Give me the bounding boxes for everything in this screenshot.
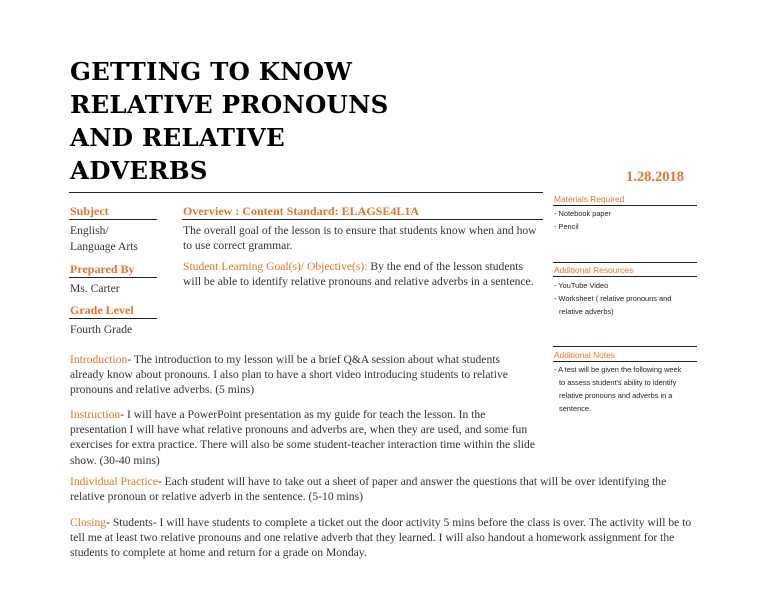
individual-practice-text: - Each student will have to take out a sheet of paper and answer the questions that will be over identifying the relative pronoun or relative adverb in the sentence. (5-10 mins) <box>70 475 667 504</box>
individual-practice-section <box>70 474 702 504</box>
overview-heading: Overview : Content Standard: ELAGSE4L1A <box>183 204 420 218</box>
overview-text: The overall goal of the lesson is to ensure that students know when and how to use correct grammar. <box>183 224 537 253</box>
closing-section <box>70 515 702 561</box>
notes-top-rule <box>553 346 697 347</box>
resources-heading: Additional Resources <box>554 265 634 275</box>
resources-item: relative adverbs) <box>559 307 614 316</box>
subject-value-line-2: Language Arts <box>70 240 138 253</box>
notes-item: to assess student's ability to identify <box>559 378 677 387</box>
notes-list <box>554 363 681 415</box>
notes-heading: Additional Notes <box>554 350 615 360</box>
lesson-title-line-2: RELATIVE PRONOUNS <box>70 90 389 119</box>
resources-list <box>554 279 671 318</box>
notes-item: - A test will be given the following week <box>554 365 682 374</box>
notes-item: sentence. <box>559 404 592 413</box>
closing-label: Closing <box>70 516 107 529</box>
materials-item: - Notebook paper <box>554 209 612 218</box>
learning-goal-label: Student Learning Goal(s)/ Objective(s): <box>183 260 368 273</box>
prepared-by-underline <box>69 277 157 278</box>
materials-item: - Pencil <box>554 222 579 231</box>
resources-top-rule <box>553 262 697 263</box>
lesson-date: 1.28.2018 <box>626 169 684 185</box>
title-divider <box>69 192 543 193</box>
grade-level-label: Grade Level <box>70 303 134 317</box>
learning-goal <box>183 259 538 289</box>
introduction-text: - The introduction to my lesson will be a brief Q&A session about what students already know about pronouns. I also plan to have a short video introducing students to relative pronouns and relative adverbs. (5 mins) <box>70 353 508 397</box>
lesson-title-line-1: GETTING TO KNOW <box>70 57 353 86</box>
materials-underline <box>553 205 697 206</box>
instruction-label: Instruction <box>70 408 121 421</box>
grade-level-underline <box>69 318 157 319</box>
notes-item: relative pronouns and adverbs in a <box>559 391 673 400</box>
resources-item: - Worksheet ( relative pronouns and <box>554 294 672 303</box>
grade-level-value: Fourth Grade <box>70 323 133 336</box>
prepared-by-value: Ms. Carter <box>70 282 120 295</box>
introduction-label: Introduction <box>70 353 128 366</box>
subject-underline <box>69 219 157 220</box>
subject-value-line-1: English/ <box>70 224 109 237</box>
instruction-section <box>70 407 536 468</box>
individual-practice-label: Individual Practice <box>70 475 158 488</box>
resources-item: - YouTube Video <box>554 281 609 290</box>
instruction-text: - I will have a PowerPoint presentation as my guide for teach the lesson. In the presentation I will have what relative pronouns and adverbs are, when they are used, and some fun exercises for extra practice. There will also be some student-teacher interaction time within the slide show. (30-40 mins) <box>70 408 535 467</box>
learning-goal-text: By the end of the lesson students will be able to identify relative pronouns and relative adverbs in a sentence. <box>183 260 534 289</box>
lesson-title-line-4: ADVERBS <box>70 156 208 185</box>
notes-underline <box>553 361 697 362</box>
materials-heading: Materials Required <box>554 194 625 204</box>
materials-list <box>554 207 611 233</box>
subject-label: Subject <box>70 204 109 218</box>
lesson-title-line-3: AND RELATIVE <box>70 123 285 152</box>
closing-text: - Students- I will have students to complete a ticket out the door activity 5 mins before the class is over. The activity will be to tell me at least two relative pronouns and one relative adverb that they learned. I will also handout a homework assignment for the students to complete at home and return for a grade on Monday. <box>70 516 692 560</box>
resources-underline <box>553 276 697 277</box>
introduction-section <box>70 352 528 398</box>
prepared-by-label: Prepared By <box>70 262 135 276</box>
overview-underline <box>182 219 543 220</box>
